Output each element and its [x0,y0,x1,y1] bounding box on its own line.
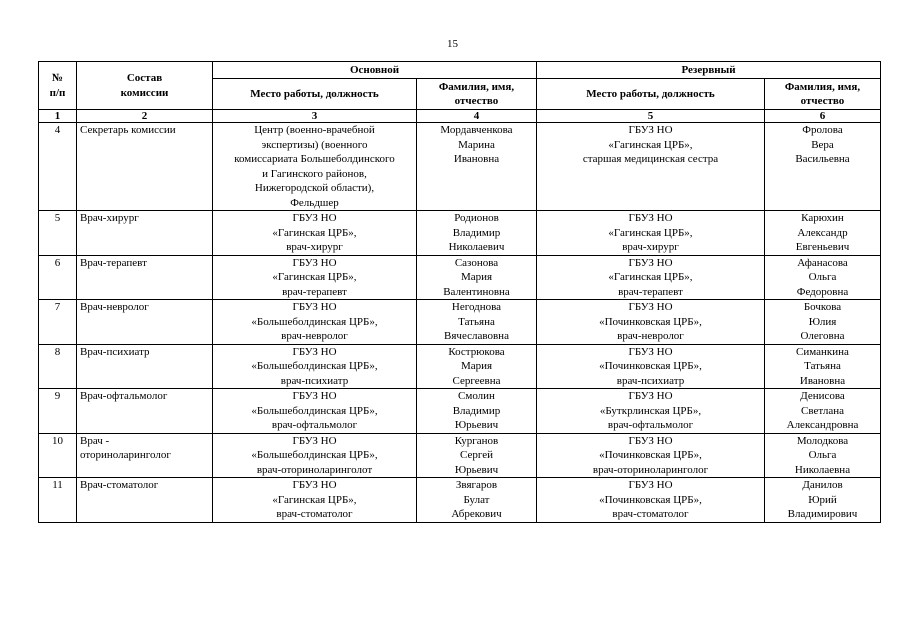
table-row [39,478,881,523]
cell-line: Марина [458,138,495,151]
cell-line: Юрий [808,493,837,506]
cell-line: Врач-хирург [80,212,139,224]
reserve-name [765,389,881,434]
cell-line: Фельдшер [290,196,339,209]
cell-line: Ивановна [453,153,500,165]
table-row [39,344,881,389]
cell-line: ГБУЗ НО [292,212,337,224]
table-header [39,62,881,123]
main-workplace [213,344,417,389]
main-workplace [213,300,417,345]
cell-line: «Починковская ЦРБ», [599,315,702,328]
reserve-workplace [537,123,765,211]
cell-line: врач-офтальмолог [607,419,694,431]
main-workplace [213,211,417,256]
column-number: 2 [77,110,213,123]
cell-line: Карюхин [801,212,844,224]
reserve-workplace [537,211,765,256]
main-name [417,433,537,478]
cell-line: «Починковская ЦРБ», [599,360,702,372]
reserve-workplace [537,255,765,300]
cell-line: «Большеболдинская ЦРБ», [251,315,378,328]
table-row [39,389,881,434]
table-row [39,123,881,211]
cell-line: комиссариата Большеболдинского [234,153,395,165]
cell-line: Бочкова [803,301,842,313]
reserve-name [765,211,881,256]
header-reserve-fio: Фамилия, имя, отчество [765,79,881,110]
cell-line: «Починковская ЦРБ», [599,493,702,506]
table-row [39,211,881,256]
column-number: 3 [213,110,417,123]
cell-line: Ивановна [799,374,846,387]
cell-line: Федоровна [796,285,849,298]
row-number [39,211,77,256]
cell-line: Владимирович [787,508,858,520]
cell-line: «Гагинская ЦРБ», [608,138,693,151]
cell-line: «Гагинская ЦРБ», [272,226,357,239]
column-number: 6 [765,110,881,123]
cell-line: ГБУЗ НО [628,434,673,447]
cell-line: экспертизы) (военного [261,138,368,151]
cell-line: Сергеевна [452,374,501,387]
cell-line: врач-оториноларинголог [592,463,709,476]
cell-line: врач-офтальмолог [271,419,358,431]
cell-line: «Большеболдинская ЦРБ», [251,404,378,417]
cell-line: «Гагинская ЦРБ», [608,226,693,239]
cell-line: ГБУЗ НО [628,390,673,402]
cell-line: ГБУЗ НО [628,256,673,269]
cell-line: Секретарь комиссии [80,124,176,136]
cell-line: Врач-психиатр [80,345,150,358]
cell-line: Татьяна [804,360,841,372]
cell-line: Абрекович [451,508,502,520]
cell-line: Врач-невролог [80,301,149,313]
cell-line: 8 [54,345,61,358]
cell-line: врач-психиатр [616,374,685,387]
cell-line: Юрьевич [454,463,499,476]
main-workplace [213,389,417,434]
cell-line: ГБУЗ НО [292,434,337,447]
cell-line: Врач-стоматолог [80,479,159,491]
cell-line: Родионов [454,212,499,224]
cell-line: 9 [54,390,61,402]
cell-line: Юрьевич [454,419,499,431]
reserve-name [765,478,881,523]
cell-line: Молодкова [796,434,849,447]
row-number [39,123,77,211]
cell-line: Николаевич [448,241,505,253]
commission-role [77,389,213,434]
column-number: 4 [417,110,537,123]
cell-line: Вера [811,138,834,151]
reserve-name [765,255,881,300]
cell-line: Афанасова [797,256,848,269]
cell-line: старшая медицинская сестра [582,153,719,165]
main-name [417,255,537,300]
cell-line: Курганов [454,434,499,447]
row-number [39,433,77,478]
cell-line: ГБУЗ НО [628,479,673,491]
cell-line: врач-стоматолог [276,508,353,520]
main-workplace [213,255,417,300]
main-workplace [213,123,417,211]
cell-line: врач-хирург [622,241,679,253]
cell-line: Негоднова [451,301,502,313]
cell-line: врач-терапевт [618,285,683,298]
cell-line: «Гагинская ЦРБ», [272,493,357,506]
reserve-workplace [537,344,765,389]
main-workplace [213,478,417,523]
header-row-numbers [39,110,881,123]
cell-line: Смолин [458,390,495,402]
cell-line: 5 [54,212,61,224]
cell-line: врач-терапевт [282,285,347,298]
cell-line: Сазонова [454,256,499,269]
commission-role [77,344,213,389]
cell-line: Сергей [460,449,493,461]
cell-line: Симанкина [796,345,849,358]
row-number [39,389,77,434]
main-name [417,211,537,256]
header-main-fio: Фамилия, имя, отчество [417,79,537,110]
reserve-name [765,123,881,211]
cell-line: Евгеньевич [795,241,850,253]
cell-line: ГБУЗ НО [292,479,337,491]
cell-line: Врач-офтальмолог [80,390,168,402]
page-number: 15 [447,38,458,50]
table-row [39,255,881,300]
column-number: 1 [39,110,77,123]
cell-line: Врач-терапевт [80,256,147,269]
cell-line: врач-хирург [286,241,343,253]
cell-line: «Починковская ЦРБ», [599,449,702,461]
cell-line: ГБУЗ НО [292,345,337,358]
commission-role [77,123,213,211]
cell-line: Центр (военно-врачебной [254,124,375,136]
cell-line: ГБУЗ НО [292,256,337,269]
cell-line: Нижегородской области), [254,182,375,194]
commission-role [77,211,213,256]
header-reserve-workplace: Место работы, должность [537,79,765,110]
cell-line: Фролова [802,124,843,136]
main-workplace [213,433,417,478]
cell-line: ГБУЗ НО [628,301,673,313]
main-name [417,300,537,345]
cell-line: Александровна [786,419,859,431]
cell-line: и Гагинского районов, [262,167,367,180]
cell-line: «Гагинская ЦРБ», [272,271,357,283]
column-number: 5 [537,110,765,123]
commission-role [77,300,213,345]
reserve-name [765,300,881,345]
row-number [39,344,77,389]
cell-line: Мария [460,271,493,283]
cell-line: «Гагинская ЦРБ», [608,271,693,283]
cell-line: Мария [460,360,493,372]
cell-line: ГБУЗ НО [292,390,337,402]
cell-line: Вячеславовна [444,330,509,342]
row-number [39,255,77,300]
table-row [39,300,881,345]
cell-line: врач-невролог [617,330,684,342]
header-main-workplace: Место работы, должность [213,79,417,110]
cell-line: Татьяна [458,315,495,328]
cell-line: Владимир [452,226,501,239]
cell-line: Александр [797,226,848,239]
commission-role [77,255,213,300]
reserve-workplace [537,433,765,478]
cell-line: 7 [54,301,61,313]
cell-line: Данилов [802,479,843,491]
cell-line: Васильевна [795,153,850,165]
row-number [39,300,77,345]
cell-line: «Буткрлинская ЦРБ», [599,404,702,417]
reserve-workplace [537,389,765,434]
cell-line: оториноларинголог [80,449,171,461]
cell-line: врач-оториноларинголот [256,463,373,476]
table-row [39,433,881,478]
cell-line: врач-стоматолог [612,508,689,520]
commission-role [77,478,213,523]
reserve-name [765,344,881,389]
cell-line: Валентиновна [443,285,510,298]
cell-line: «Большеболдинская ЦРБ», [251,360,378,372]
cell-line: Ольга [808,449,837,461]
cell-line: врач-невролог [281,330,348,342]
cell-line: Владимир [452,404,501,417]
cell-line: ГБУЗ НО [628,212,673,224]
main-name [417,478,537,523]
cell-line: ГБУЗ НО [292,301,337,313]
reserve-name [765,433,881,478]
cell-line: врач-психиатр [280,374,349,387]
reserve-workplace [537,300,765,345]
cell-line: Мордавченкова [440,124,513,136]
main-name [417,344,537,389]
cell-line: Светлана [800,404,845,417]
header-number: № п/п [39,62,77,110]
cell-line: Звягаров [455,479,498,491]
cell-line: Олеговна [800,330,845,342]
header-main-group: Основной [213,62,537,79]
cell-line: Булат [463,493,490,506]
table-body [39,123,881,523]
cell-line: 4 [54,124,61,136]
cell-line: 10 [52,434,63,447]
cell-line: 11 [52,479,63,491]
commission-role [77,433,213,478]
cell-line: ГБУЗ НО [628,345,673,358]
cell-line: Врач - [80,434,110,447]
cell-line: Юлия [808,315,837,328]
cell-line: ГБУЗ НО [628,124,673,136]
header-row-groups [39,62,881,79]
main-name [417,389,537,434]
row-number [39,478,77,523]
cell-line: 6 [54,256,61,269]
cell-line: Ольга [808,271,837,283]
cell-line: Денисова [800,390,845,402]
reserve-workplace [537,478,765,523]
cell-line: «Большеболдинская ЦРБ», [251,449,378,461]
header-reserve-group: Резервный [537,62,881,79]
cell-line: Николаевна [794,463,851,476]
commission-table [38,61,881,523]
cell-line: Кострюкова [448,345,505,358]
main-name [417,123,537,211]
header-composition: Состав комиссии [77,62,213,110]
